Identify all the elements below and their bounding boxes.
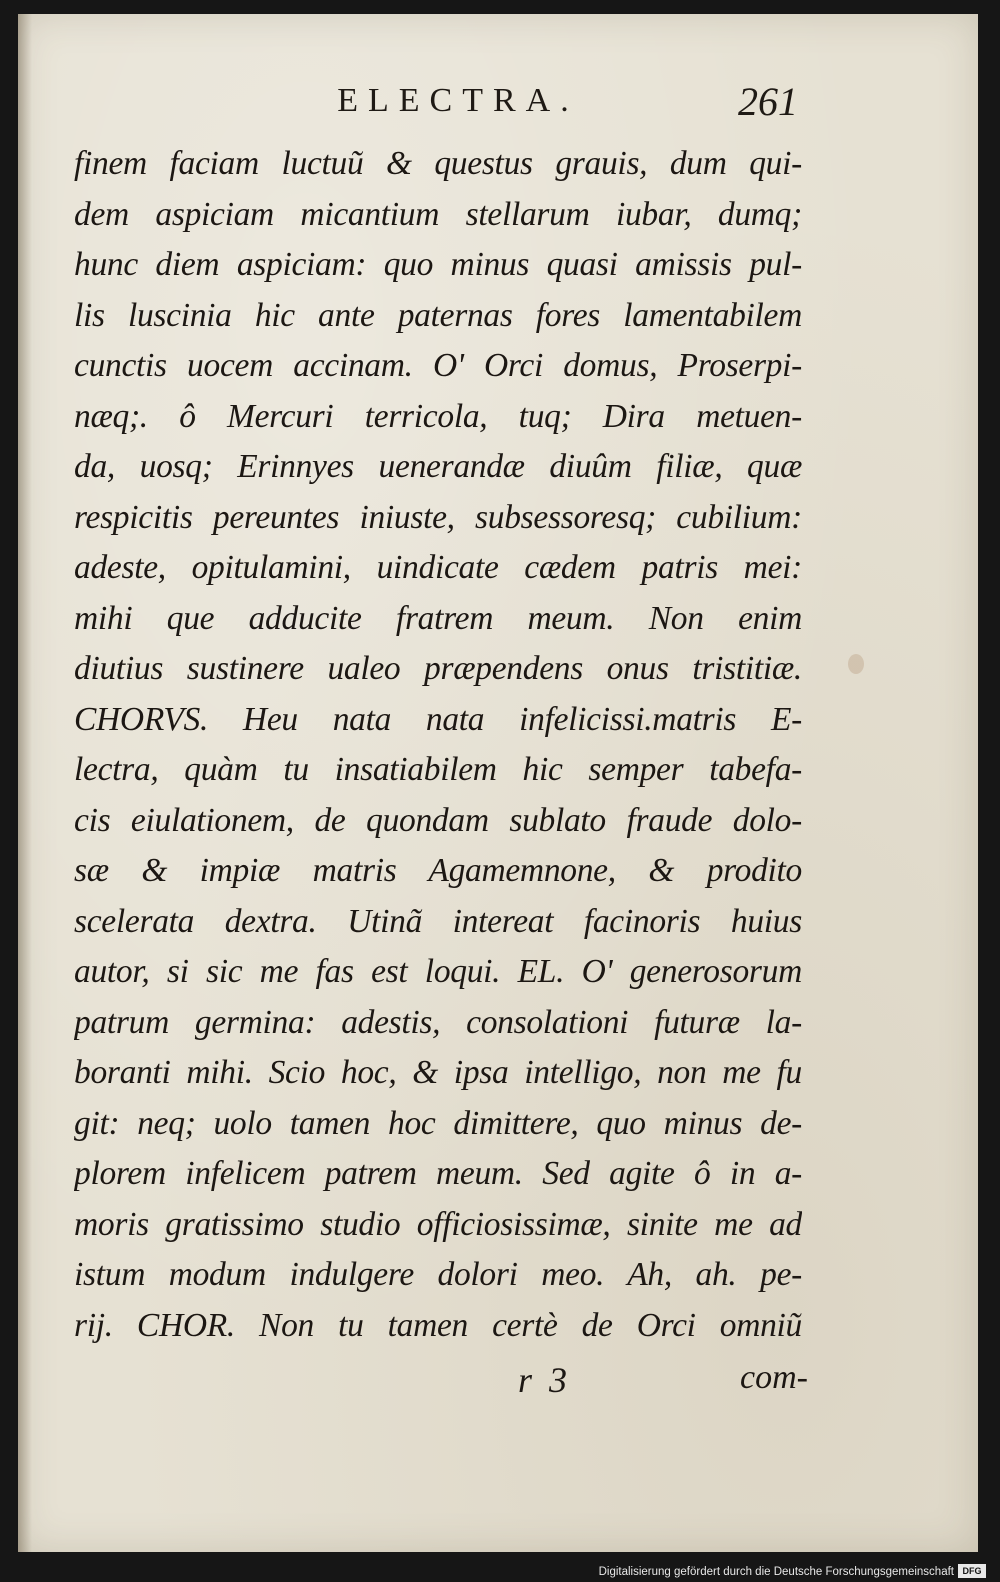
text-line: cis eiulationem, de quondam sublato fraude dolo-	[74, 801, 802, 839]
text-line: diutius sustinere ualeo præpendens onus tristitiæ.	[74, 650, 802, 687]
page-footer	[518, 1359, 808, 1409]
text-line: rij. CHOR. Non tu tamen certè de Orci omniũ	[74, 1306, 802, 1344]
text-line: istum modum indulgere dolori meo. Ah, ah. pe-	[74, 1256, 802, 1293]
text-line: CHORVS. Heu nata nata infelicissi.matris E-	[74, 700, 802, 738]
text-line: lis luscinia hic ante paternas fores lamentabilem	[74, 296, 802, 334]
text-line: næq;. ô Mercuri terricola, tuq; Dira metuen-	[74, 397, 802, 435]
catchword: com-	[740, 1359, 808, 1396]
text-line: respicitis pereuntes iniuste, subsessoresq; cubilium:	[74, 498, 802, 536]
body-text	[74, 139, 802, 1351]
text-line: cunctis uocem accinam. O' Orci domus, Proserpi-	[74, 347, 802, 384]
text-line: git: neq; uolo tamen hoc dimittere, quo minus de-	[74, 1104, 802, 1142]
text-line: finem faciam luctuũ & questus grauis, dum qui-	[74, 145, 802, 182]
book-page	[18, 14, 978, 1552]
running-title: ELECTRA.	[337, 82, 579, 119]
text-line: lectra, quàm tu insatiabilem hic semper tabefa-	[74, 751, 802, 788]
text-line: patrum germina: adestis, consolationi futuræ la-	[74, 1003, 802, 1041]
text-line: hunc diem aspiciam: quo minus quasi amissis pul-	[74, 246, 802, 283]
text-line: dem aspiciam micantium stellarum iubar, dumq;	[74, 195, 802, 233]
dfg-logo: DFG	[958, 1564, 986, 1578]
text-line: autor, si sic me fas est loqui. EL. O' generosorum	[74, 953, 802, 990]
page-header	[78, 78, 798, 128]
signature-mark: r 3	[518, 1360, 572, 1400]
text-line: moris gratissimo studio officiosissimæ, sinite me ad	[74, 1205, 802, 1243]
funding-credit: Digitalisierung gefördert durch die Deutsche Forschungsgemeinschaft	[598, 1566, 954, 1578]
page-gutter-shadow	[18, 14, 32, 1552]
page-number: 261	[738, 79, 798, 124]
text-line: boranti mihi. Scio hoc, & ipsa intelligo, non me fu	[74, 1054, 802, 1091]
text-line: da, uosq; Erinnyes uenerandæ diuûm filiæ, quæ	[74, 448, 802, 485]
text-line: mihi que adducite fratrem meum. Non enim	[74, 599, 802, 637]
text-line: scelerata dextra. Utinã intereat facinoris huius	[74, 902, 802, 940]
text-line: adeste, opitulamini, uindicate cædem patris mei:	[74, 549, 802, 586]
paper-stain	[848, 654, 864, 674]
text-line: plorem infelicem patrem meum. Sed agite ô in a-	[74, 1155, 802, 1192]
text-line: sæ & impiæ matris Agamemnone, & prodito	[74, 852, 802, 889]
